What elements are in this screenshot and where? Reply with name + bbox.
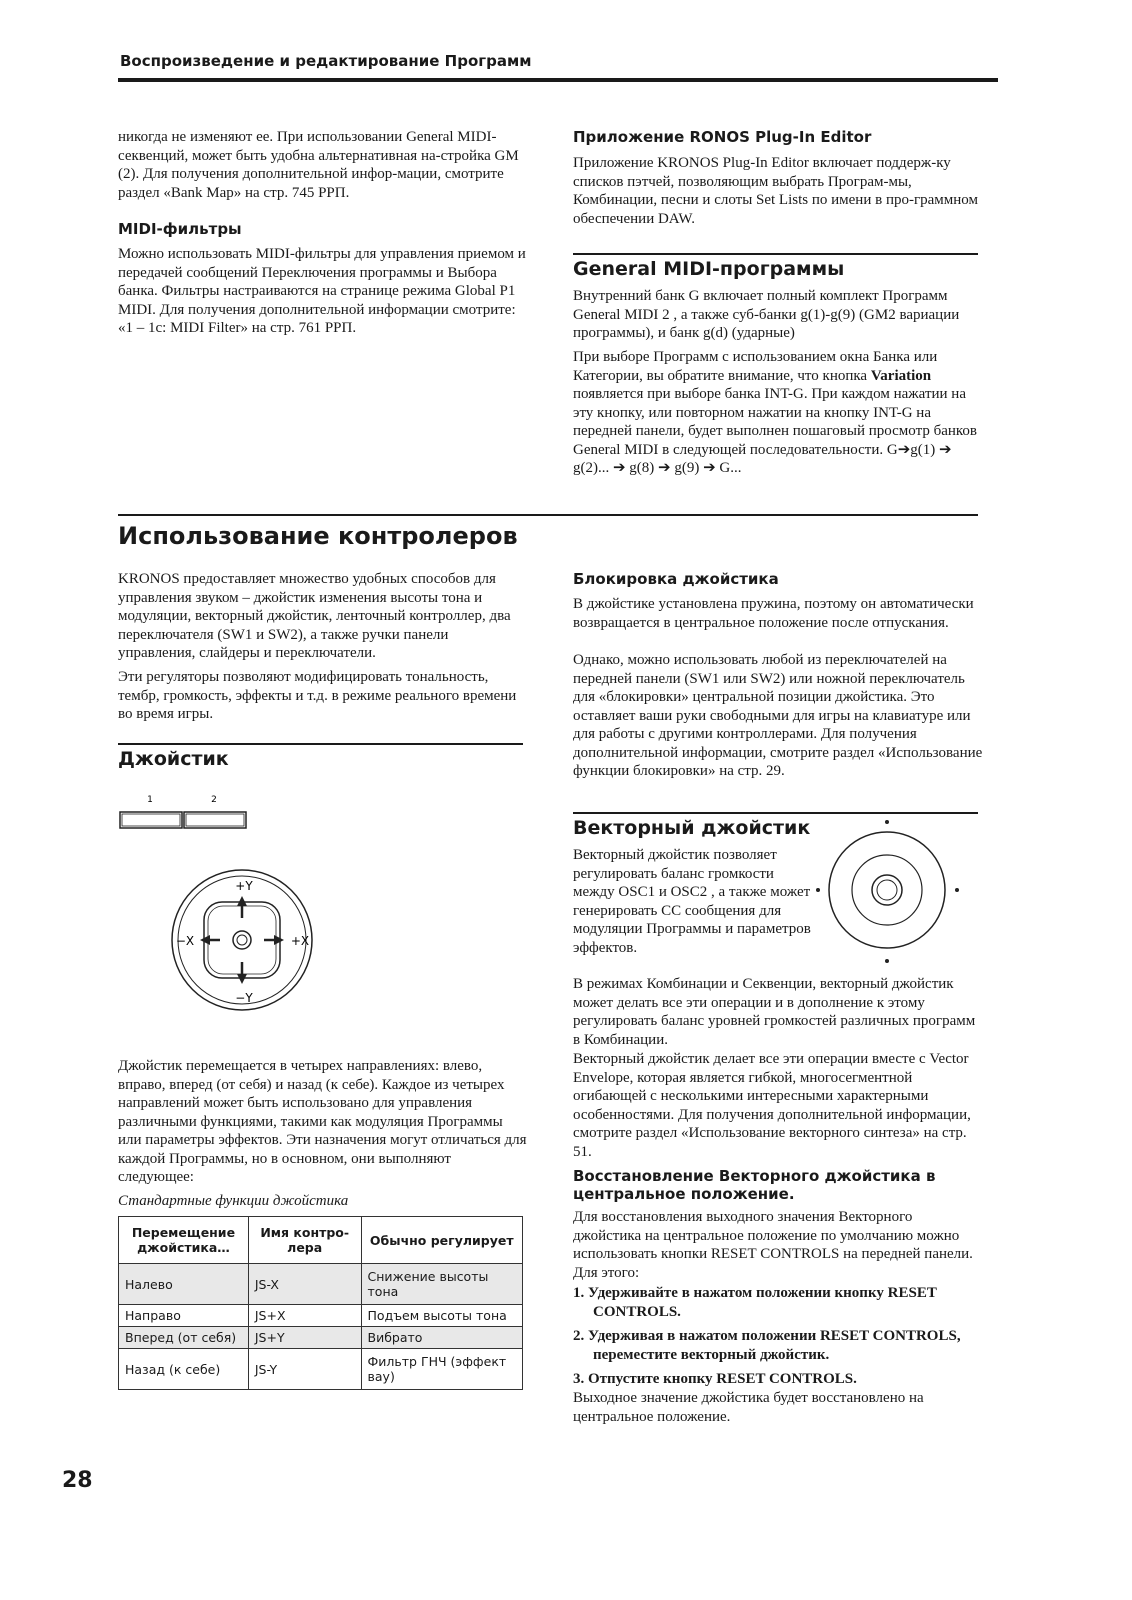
step-item: 3. Отпустите кнопку RESET CONTROLS. — [573, 1371, 857, 1387]
arrow-left-icon — [200, 935, 210, 945]
dot-icon — [816, 888, 820, 892]
final-text: Выходное значение джойстика будет восстановлено на центральное положение. — [573, 1390, 924, 1425]
table-row — [119, 1327, 523, 1349]
arrow-down-icon — [237, 974, 247, 984]
table-row — [119, 1305, 523, 1327]
table-cell: Подъем высоты тона — [361, 1305, 522, 1327]
restore-steps — [573, 1284, 978, 1395]
section-rule — [118, 514, 978, 516]
table-row — [119, 1264, 523, 1305]
table-header: Перемещение джойстика… — [119, 1217, 249, 1264]
plugin-editor-text: Приложение KRONOS Plug-In Editor включает поддерж-ку списков пэтчей, позволяющим выбрать Програм-мы, Комбинации, песни и слоты Set Lists по имени в про-граммном обеспечении DAW. — [573, 155, 978, 227]
table-cell: Назад (к себе) — [119, 1349, 249, 1390]
dot-icon — [955, 888, 959, 892]
joystick-knob — [233, 931, 251, 949]
plus-x-label: +X — [290, 934, 310, 948]
midi-filters-text: Можно использовать MIDI-фильтры для управления приемом и передачей сообщений Переключения программы и Выбора банка. Фильтры настраиваются на странице режима Global P1 MIDI. Для получения дополнительной информации смотрите: «1 – 1c: MIDI Filter» на стр. 761 РРП. — [118, 246, 526, 336]
running-header: Воспроизведение и редактирование Программ — [120, 52, 532, 70]
joystick-heading: Джойстик — [118, 748, 229, 770]
table-cell: JS-X — [248, 1264, 361, 1305]
table-cell: Вперед (от себя) — [119, 1327, 249, 1349]
vector-text-3: Векторный джойстик делает все эти операции вместе с Vector Envelope, которая является гибкой, многосегментной огибающей с несколькими интересными характерными особенностями. Для получения дополнительной информации, смотрите раздел «Использование векторного синтеза» на стр. 51. — [573, 1051, 971, 1160]
joystick-lock-heading: Блокировка джойстика — [573, 570, 779, 588]
joystick-lock-text-2: Однако, можно использовать любой из переключателей на передней панели (SW1 или SW2) или ножной переключатель для «блокировки» центральной позиции джойстика. Это оставляет ваши руки свободными для игры на клавиатуре или для работы с другими контроллерами. Для получения дополнительной информации, смотрите раздел «Использование функции блокировки» на стр. 29. — [573, 652, 983, 779]
gm-heading: General MIDI-программы — [573, 258, 845, 280]
vector-text-2: В режимах Комбинации и Секвенции, векторный джойстик может делать все эти операции и в дополнение к этому регулировать баланс уровней громкостей различных программ в Комбинации. — [573, 976, 976, 1048]
header-rule — [118, 78, 998, 82]
gm-paragraph-1: Внутренний банк G включает полный комплект Программ General MIDI 2 , а также суб-банки g(1)-g(9) (GM2 вариации программы), и банк g(d) (ударные) — [573, 288, 960, 341]
table-cell: Вибрато — [361, 1327, 522, 1349]
controllers-intro-2: Эти регуляторы позволяют модифицировать тональность, тембр, громкость, эффекты и т.д. в режиме реального времени во время игры. — [118, 669, 517, 722]
restore-text: Для восстановления выходного значения Векторного джойстика на центральное положение по умолчанию можно использовать кнопки RESET CONTROLS на передней панели. Для этого: — [573, 1209, 973, 1281]
table-cell: Фильтр ГНЧ (эффект вау) — [361, 1349, 522, 1390]
controllers-heading: Использование контролеров — [118, 522, 518, 550]
restore-heading: Восстановление Векторного джойстика в центральное положение. — [573, 1167, 936, 1203]
table-header-row — [119, 1217, 523, 1264]
arrow-right-icon — [274, 935, 284, 945]
table-cell: JS+X — [248, 1305, 361, 1327]
table-header: Обычно регулирует — [361, 1217, 522, 1264]
table-cell: JS-Y — [248, 1349, 361, 1390]
table-cell: Налево — [119, 1264, 249, 1305]
button-2-label: 2 — [211, 795, 217, 805]
plugin-editor-heading: Приложение RONOS Plug-In Editor — [573, 128, 872, 146]
table-row — [119, 1349, 523, 1390]
dot-icon — [885, 959, 889, 963]
joystick-diagram — [110, 790, 340, 1030]
table-cell: Направо — [119, 1305, 249, 1327]
page-number: 28 — [62, 1468, 93, 1493]
table-caption: Стандартные функции джойстика — [118, 1193, 349, 1209]
joystick-lock-text-1: В джойстике установлена пружина, поэтому он автоматически возвращается в центральное положение после отпускания. — [573, 596, 974, 631]
minus-x-label: −X — [175, 934, 195, 948]
switch-2-button — [184, 812, 246, 828]
vector-outer-ring — [829, 832, 945, 948]
midi-filters-heading: MIDI-фильтры — [118, 220, 242, 238]
intro-paragraph: никогда не изменяют ее. При использовании General MIDI-секвенций, может быть удобна альтернативная на-стройка GM (2). Для получения дополнительной инфор-мации, смотрите раздел «Bank Map» на стр. 745 РРП. — [118, 129, 519, 201]
plus-y-label: +Y — [235, 879, 253, 893]
joystick-functions-table — [118, 1216, 523, 1390]
section-rule — [118, 743, 523, 745]
step-item: 2. Удерживая в нажатом положении RESET CONTROLS, переместите векторный джойстик. — [573, 1328, 961, 1363]
table-cell: Снижение высоты тона — [361, 1264, 522, 1305]
button-1-label: 1 — [147, 795, 153, 805]
vector-text-1: Векторный джойстик позволяет регулировать баланс громкости между OSC1 и OSC2 , а также может генерировать CC сообщения для модуляции Программы и параметров эффектов. — [573, 847, 811, 956]
controllers-intro-1: KRONOS предоставляет множество удобных способов для управления звуком – джойстик изменения высоты тона и модуляции, векторный джойстик, ленточный контроллер, два переключателя (SW1 и SW2), а также ручки панели управления, слайдеры и переключатели. — [118, 571, 511, 661]
section-rule — [573, 253, 978, 255]
minus-y-label: −Y — [235, 991, 253, 1005]
dot-icon — [885, 820, 889, 824]
switch-1-button — [120, 812, 182, 828]
vector-joystick-heading: Векторный джойстик — [573, 817, 811, 839]
gm-paragraph-2: При выборе Программ с использованием окна Банка или Категории, вы обратите внимание, что кнопка Variation появляется при выборе банка INT-G. При каждом нажатии на эту кнопку, или повторном нажатии на кнопку INT-G на передней панели, будет выполнен пошаговый просмотр банков General MIDI в следующей последовательности. G➔g(1) ➔ g(2)... ➔ g(8) ➔ g(9) ➔ G... — [573, 349, 977, 476]
arrow-up-icon — [237, 896, 247, 906]
table-header: Имя контро-лера — [248, 1217, 361, 1264]
table-cell: JS+Y — [248, 1327, 361, 1349]
vector-joystick-diagram — [815, 815, 965, 965]
section-rule — [573, 812, 978, 814]
joystick-description: Джойстик перемещается в четырех направлениях: влево, вправо, вперед (от себя) и назад (к себе). Каждое из четырех направлений может быть использовано для управления различными функциями, такими как модуляция Программы или параметры эффектов. Эти назначения могут отличаться для каждой Программы, но в основном, они выполняют следующее: — [118, 1058, 527, 1185]
step-item: 1. Удерживайте в нажатом положении кнопку RESET CONTROLS. — [573, 1285, 937, 1320]
